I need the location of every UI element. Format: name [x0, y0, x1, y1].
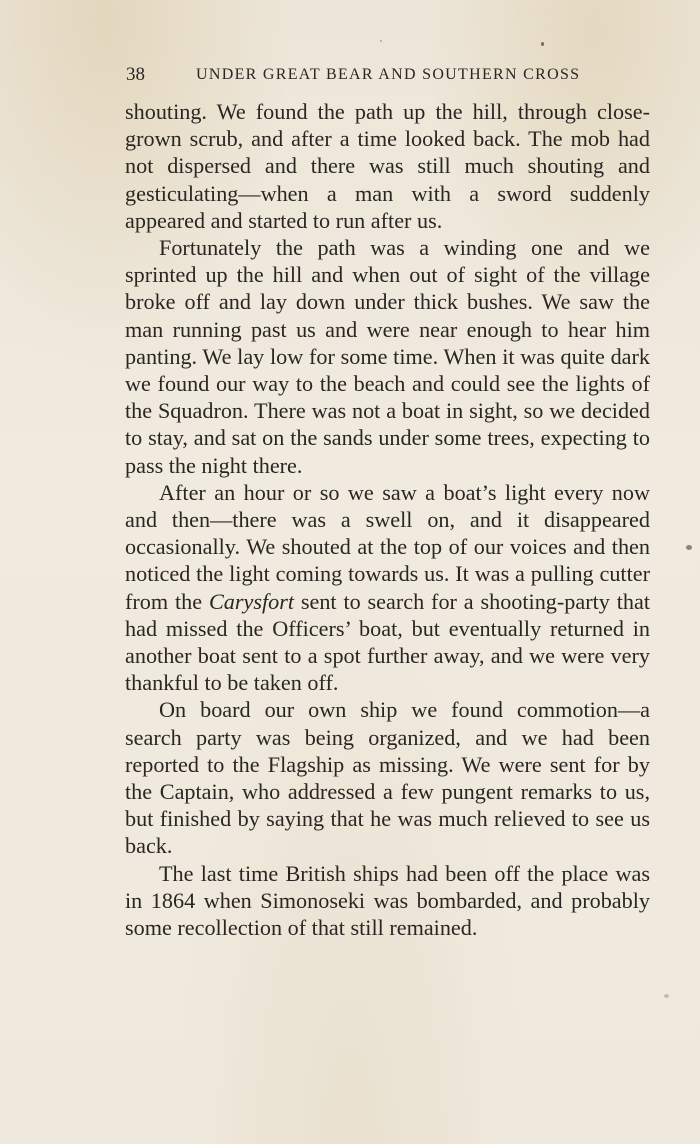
ship-name-italic: Carysfort: [208, 588, 295, 614]
paragraph-text: sent to search for a shooting-party that had missed the Officers’ boat, but eventually returned in another boat sent to a spot further away, and we were very thankful to be taken off.: [125, 588, 650, 696]
paper-speck: [541, 42, 544, 46]
paragraph: shouting. We found the path up the hill, through close-grown scrub, and after a time looked back. The mob had not dispersed and there was still much shouting and gesticulating—when a man with a sword suddenly appeared and started to run after us.: [125, 99, 650, 233]
paper-speck: [380, 40, 382, 42]
paper-speck: [686, 545, 692, 550]
paragraph: The last time British ships had been off the place was in 1864 when Simonoseki was bombarded, and probably some recollection of that still remained.: [125, 860, 650, 941]
paragraph: [125, 479, 650, 697]
running-header: [126, 64, 650, 88]
page-number: 38: [126, 64, 145, 85]
paragraph-text: After an hour or so we saw a boat’s light every now and then—there was a swell on, and it disappeared occasionally. We shouted at the top of our voices and then noticed the light coming towards us. It was a pulling cutter from the: [125, 479, 650, 614]
running-title: UNDER GREAT BEAR AND SOUTHERN CROSS: [196, 66, 581, 83]
body-text: [125, 98, 650, 941]
paper-speck: [664, 994, 669, 998]
paragraph: On board our own ship we found commotion—a search party was being organized, and we had been reported to the Flagship as missing. We were sent for by the Captain, who addressed a few pungent remarks to us, but finished by saying that he was much relieved to see us back.: [125, 697, 650, 859]
paragraph: Fortunately the path was a winding one and we sprinted up the hill and when out of sight of the village broke off and lay down under thick bushes. We saw the man running past us and were near enough to hear him panting. We lay low for some time. When it was quite dark we found our way to the beach and could see the lights of the Squadron. There was not a boat in sight, so we decided to stay, and sat on the sands under some trees, expecting to pass the night there.: [125, 235, 650, 478]
